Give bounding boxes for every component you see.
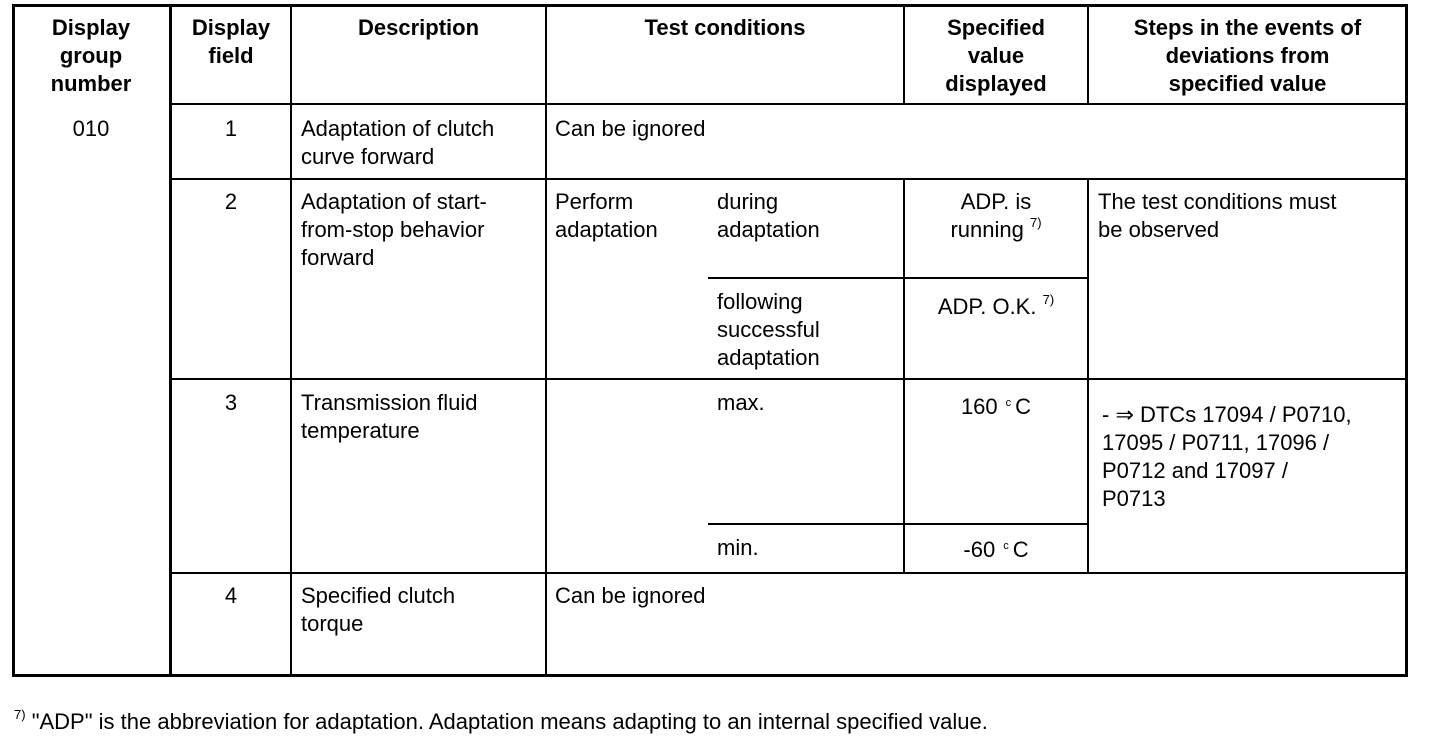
description-line: curve forward xyxy=(301,144,435,169)
steps-line: be observed xyxy=(1098,217,1220,242)
header-text: Specified xyxy=(947,15,1045,40)
unit-text: C xyxy=(1012,537,1029,562)
header-bottom-line xyxy=(169,103,1408,105)
row-line-3 xyxy=(169,572,1408,574)
value-line xyxy=(905,216,1087,244)
display-group-number-value: 010 xyxy=(72,116,110,141)
row-line-2 xyxy=(169,378,1408,380)
footnote-marker: 7) xyxy=(14,706,26,722)
description-line: Adaptation of clutch xyxy=(301,116,495,141)
header-text: group xyxy=(59,43,123,68)
header-text: value xyxy=(967,43,1025,68)
row3-sub1-condition: max. xyxy=(717,390,765,415)
row3-sub-line xyxy=(708,523,1089,525)
header-text: Display xyxy=(191,15,271,40)
description-line: from-stop behavior xyxy=(301,217,485,242)
header-description: Description xyxy=(357,15,480,40)
row1-description xyxy=(301,115,494,171)
value-text: 160 xyxy=(960,394,998,419)
value-text: ADP. O.K. xyxy=(937,294,1037,319)
header-display-group-number xyxy=(15,14,167,98)
header-text: Display xyxy=(51,15,131,40)
header-specified-value xyxy=(905,14,1087,98)
unit-text: C xyxy=(1015,394,1032,419)
value-text: -60 xyxy=(963,537,996,562)
row2-description xyxy=(301,188,487,272)
header-text: specified value xyxy=(1168,71,1327,96)
condition-line: adaptation xyxy=(717,217,820,242)
row4-condition: Can be ignored xyxy=(555,583,706,608)
value-text: running xyxy=(950,217,1024,242)
steps-line: P0712 and 17097 / xyxy=(1102,458,1288,483)
steps-line: P0713 xyxy=(1102,486,1166,511)
condition-line: during xyxy=(717,189,779,214)
header-test-conditions: Test conditions xyxy=(644,15,806,40)
row3-field: 3 xyxy=(224,390,238,415)
header-text: displayed xyxy=(945,71,1047,96)
steps-line: 17095 / P0711, 17096 / xyxy=(1102,430,1330,455)
description-line: Transmission fluid xyxy=(301,390,478,415)
description-line: torque xyxy=(301,611,364,636)
steps-line: The test conditions must xyxy=(1098,189,1337,214)
description-line: Adaptation of start- xyxy=(301,189,487,214)
condition-line: Perform xyxy=(555,189,634,214)
header-steps xyxy=(1089,14,1406,98)
row3-steps xyxy=(1102,401,1352,513)
condition-line: adaptation xyxy=(555,217,658,242)
description-line: forward xyxy=(301,245,375,270)
row1-field: 1 xyxy=(224,116,238,141)
row2-sub-line xyxy=(708,277,1089,279)
header-text: deviations from xyxy=(1165,43,1330,68)
col-divider-5b xyxy=(1087,179,1089,574)
row2-sub2-value xyxy=(905,293,1087,321)
footnote xyxy=(14,708,988,736)
row2-condition xyxy=(555,188,658,244)
description-line: temperature xyxy=(301,418,420,443)
footnote-marker: 7) xyxy=(1029,214,1042,230)
row-line-1 xyxy=(169,178,1408,180)
row3-sub1-value xyxy=(905,393,1087,421)
row2-sub1-condition xyxy=(717,188,820,244)
row3-sub2-condition: min. xyxy=(717,535,759,560)
header-text: field xyxy=(208,43,254,68)
row2-sub1-value xyxy=(905,188,1087,244)
row2-field: 2 xyxy=(224,189,238,214)
header-display-field xyxy=(172,14,290,70)
header-text: number xyxy=(50,71,132,96)
footnote-text: "ADP" is the abbreviation for adaptation. Adaptation means adapting to an internal specified value. xyxy=(31,709,988,734)
footnote-marker: 7) xyxy=(1042,291,1055,307)
row4-field: 4 xyxy=(224,583,238,608)
row2-sub2-condition xyxy=(717,288,820,372)
description-line: Specified clutch xyxy=(301,583,456,608)
header-text: Steps in the events of xyxy=(1133,15,1362,40)
degree-mark: c xyxy=(1005,396,1012,409)
condition-line: following xyxy=(717,289,803,314)
condition-line: adaptation xyxy=(717,345,820,370)
value-line: ADP. is xyxy=(960,189,1032,214)
steps-line: - ⇒ DTCs 17094 / P0710, xyxy=(1102,402,1352,427)
degree-mark: c xyxy=(1003,539,1009,552)
row3-description xyxy=(301,389,477,445)
condition-line: successful xyxy=(717,317,820,342)
row2-steps xyxy=(1098,188,1336,244)
row1-condition: Can be ignored xyxy=(555,116,706,141)
row3-sub2-value xyxy=(905,536,1087,564)
row4-description xyxy=(301,582,455,638)
